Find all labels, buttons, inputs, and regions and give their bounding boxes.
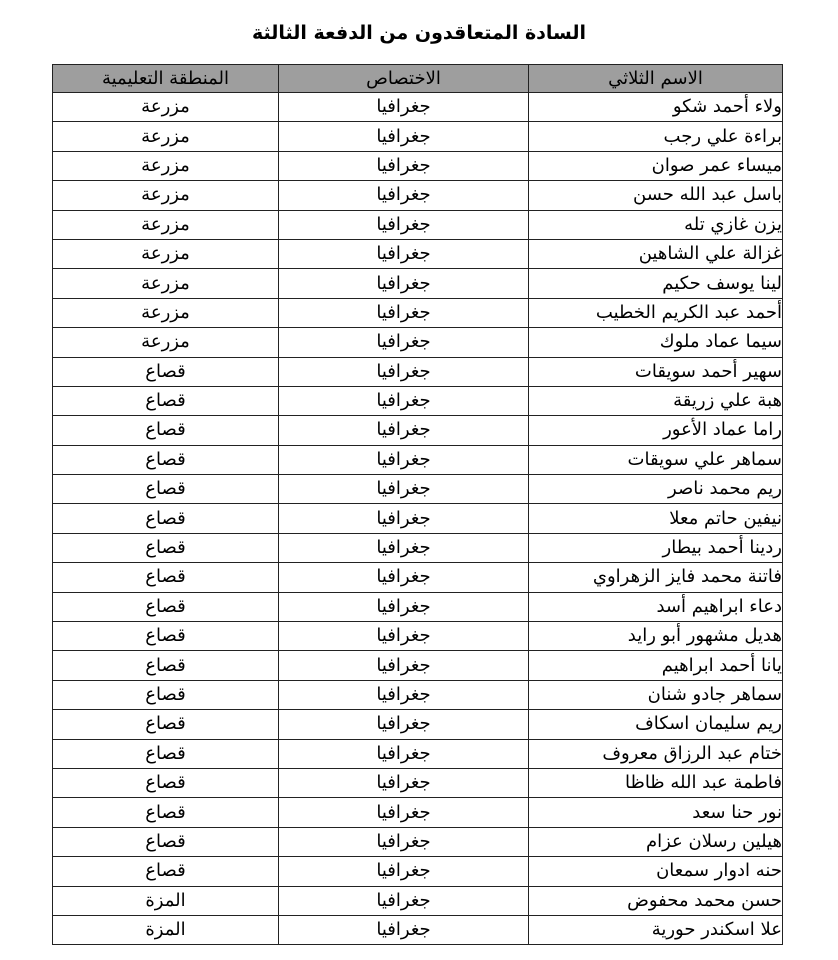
region-cell: قصاع bbox=[53, 504, 279, 533]
region-cell: قصاع bbox=[53, 622, 279, 651]
specialty-cell: جغرافيا bbox=[279, 328, 529, 357]
name-cell: ولاء أحمد شكو bbox=[529, 93, 783, 122]
table-row bbox=[53, 651, 783, 680]
specialty-cell: جغرافيا bbox=[279, 416, 529, 445]
region-cell: مزرعة bbox=[53, 328, 279, 357]
table-row bbox=[53, 768, 783, 797]
specialty-cell: جغرافيا bbox=[279, 93, 529, 122]
table-row bbox=[53, 680, 783, 709]
region-cell: مزرعة bbox=[53, 151, 279, 180]
name-cell: باسل عبد الله حسن bbox=[529, 181, 783, 210]
region-cell: مزرعة bbox=[53, 122, 279, 151]
name-cell: هبة علي زريقة bbox=[529, 386, 783, 415]
specialty-cell: جغرافيا bbox=[279, 239, 529, 268]
header-name: الاسم الثلاثي bbox=[529, 65, 783, 93]
table-row bbox=[53, 563, 783, 592]
region-cell: قصاع bbox=[53, 680, 279, 709]
region-cell: قصاع bbox=[53, 386, 279, 415]
table-row bbox=[53, 93, 783, 122]
specialty-cell: جغرافيا bbox=[279, 827, 529, 856]
specialty-cell: جغرافيا bbox=[279, 710, 529, 739]
table-row bbox=[53, 739, 783, 768]
table-row bbox=[53, 445, 783, 474]
region-cell: المزة bbox=[53, 915, 279, 944]
specialty-cell: جغرافيا bbox=[279, 680, 529, 709]
region-cell: قصاع bbox=[53, 563, 279, 592]
table-row bbox=[53, 915, 783, 944]
table-row bbox=[53, 328, 783, 357]
name-cell: ردينا أحمد بيطار bbox=[529, 533, 783, 562]
region-cell: قصاع bbox=[53, 445, 279, 474]
table-row bbox=[53, 504, 783, 533]
name-cell: نيفين حاتم معلا bbox=[529, 504, 783, 533]
table-row bbox=[53, 239, 783, 268]
region-cell: قصاع bbox=[53, 798, 279, 827]
table-header-row bbox=[53, 65, 783, 93]
region-cell: قصاع bbox=[53, 739, 279, 768]
region-cell: قصاع bbox=[53, 651, 279, 680]
name-cell: يانا أحمد ابراهيم bbox=[529, 651, 783, 680]
specialty-cell: جغرافيا bbox=[279, 857, 529, 886]
name-cell: علا اسكندر حورية bbox=[529, 915, 783, 944]
region-cell: قصاع bbox=[53, 857, 279, 886]
table-row bbox=[53, 357, 783, 386]
region-cell: مزرعة bbox=[53, 239, 279, 268]
specialty-cell: جغرافيا bbox=[279, 563, 529, 592]
region-cell: قصاع bbox=[53, 475, 279, 504]
specialty-cell: جغرافيا bbox=[279, 210, 529, 239]
region-cell: مزرعة bbox=[53, 210, 279, 239]
region-cell: المزة bbox=[53, 886, 279, 915]
specialty-cell: جغرافيا bbox=[279, 622, 529, 651]
name-cell: ريم محمد ناصر bbox=[529, 475, 783, 504]
specialty-cell: جغرافيا bbox=[279, 151, 529, 180]
name-cell: راما عماد الأعور bbox=[529, 416, 783, 445]
name-cell: دعاء ابراهيم أسد bbox=[529, 592, 783, 621]
region-cell: قصاع bbox=[53, 768, 279, 797]
table-row bbox=[53, 857, 783, 886]
name-cell: سماهر جادو شنان bbox=[529, 680, 783, 709]
specialty-cell: جغرافيا bbox=[279, 122, 529, 151]
name-cell: لينا يوسف حكيم bbox=[529, 269, 783, 298]
table-row bbox=[53, 416, 783, 445]
header-specialty: الاختصاص bbox=[279, 65, 529, 93]
contractors-table bbox=[52, 64, 783, 945]
table-row bbox=[53, 151, 783, 180]
region-cell: قصاع bbox=[53, 592, 279, 621]
table-row bbox=[53, 798, 783, 827]
specialty-cell: جغرافيا bbox=[279, 269, 529, 298]
name-cell: نور حنا سعد bbox=[529, 798, 783, 827]
name-cell: فاطمة عبد الله ظاظا bbox=[529, 768, 783, 797]
name-cell: حنه ادوار سمعان bbox=[529, 857, 783, 886]
name-cell: يزن غازي تله bbox=[529, 210, 783, 239]
name-cell: غزالة علي الشاهين bbox=[529, 239, 783, 268]
table-row bbox=[53, 298, 783, 327]
region-cell: قصاع bbox=[53, 533, 279, 562]
header-region: المنطقة التعليمية bbox=[53, 65, 279, 93]
specialty-cell: جغرافيا bbox=[279, 445, 529, 474]
table-row bbox=[53, 475, 783, 504]
name-cell: ريم سليمان اسكاف bbox=[529, 710, 783, 739]
specialty-cell: جغرافيا bbox=[279, 886, 529, 915]
name-cell: أحمد عبد الكريم الخطيب bbox=[529, 298, 783, 327]
name-cell: سماهر علي سويقات bbox=[529, 445, 783, 474]
name-cell: سيما عماد ملوك bbox=[529, 328, 783, 357]
table-row bbox=[53, 827, 783, 856]
name-cell: ميساء عمر صوان bbox=[529, 151, 783, 180]
specialty-cell: جغرافيا bbox=[279, 475, 529, 504]
region-cell: قصاع bbox=[53, 416, 279, 445]
table-row bbox=[53, 181, 783, 210]
page-title: السادة المتعاقدون من الدفعة الثالثة bbox=[251, 22, 587, 44]
region-cell: مزرعة bbox=[53, 93, 279, 122]
table-row bbox=[53, 386, 783, 415]
specialty-cell: جغرافيا bbox=[279, 386, 529, 415]
region-cell: قصاع bbox=[53, 827, 279, 856]
table-row bbox=[53, 269, 783, 298]
table-row bbox=[53, 592, 783, 621]
table-row bbox=[53, 622, 783, 651]
specialty-cell: جغرافيا bbox=[279, 798, 529, 827]
name-cell: ختام عبد الرزاق معروف bbox=[529, 739, 783, 768]
region-cell: مزرعة bbox=[53, 181, 279, 210]
specialty-cell: جغرافيا bbox=[279, 298, 529, 327]
table-row bbox=[53, 533, 783, 562]
name-cell: فاتنة محمد فايز الزهراوي bbox=[529, 563, 783, 592]
region-cell: مزرعة bbox=[53, 298, 279, 327]
table-row bbox=[53, 886, 783, 915]
specialty-cell: جغرافيا bbox=[279, 739, 529, 768]
name-cell: هديل مشهور أبو رايد bbox=[529, 622, 783, 651]
specialty-cell: جغرافيا bbox=[279, 357, 529, 386]
table-row bbox=[53, 210, 783, 239]
region-cell: قصاع bbox=[53, 710, 279, 739]
specialty-cell: جغرافيا bbox=[279, 768, 529, 797]
name-cell: هيلين رسلان عزام bbox=[529, 827, 783, 856]
specialty-cell: جغرافيا bbox=[279, 181, 529, 210]
specialty-cell: جغرافيا bbox=[279, 651, 529, 680]
table-row bbox=[53, 122, 783, 151]
region-cell: مزرعة bbox=[53, 269, 279, 298]
specialty-cell: جغرافيا bbox=[279, 504, 529, 533]
name-cell: براءة علي رجب bbox=[529, 122, 783, 151]
table-row bbox=[53, 710, 783, 739]
name-cell: سهير أحمد سويقات bbox=[529, 357, 783, 386]
table-body bbox=[53, 93, 783, 945]
region-cell: قصاع bbox=[53, 357, 279, 386]
specialty-cell: جغرافيا bbox=[279, 533, 529, 562]
specialty-cell: جغرافيا bbox=[279, 915, 529, 944]
specialty-cell: جغرافيا bbox=[279, 592, 529, 621]
name-cell: حسن محمد محفوض bbox=[529, 886, 783, 915]
